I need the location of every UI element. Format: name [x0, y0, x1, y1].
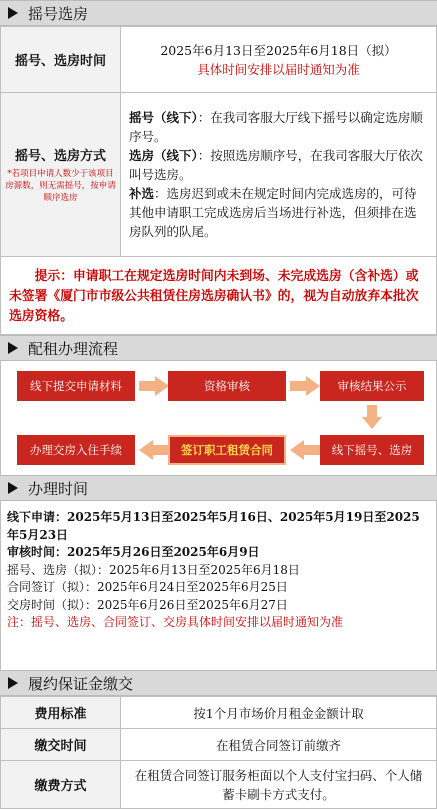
lottery-table [0, 26, 437, 257]
section-title: 履约保证金缴交 [28, 674, 134, 693]
method-text: ：选房迟到或未在规定时间内完成选房的，可待其他申请职工完成选房后当场进行补选，但须排在选房队列的队尾。 [129, 186, 417, 239]
deposit-value: 在租赁合同签订服务柜面以个人支付宝扫码、个人储蓄卡刷卡方式支付。 [121, 761, 437, 809]
arrow-left-icon [139, 440, 169, 460]
deposit-label: 缴费方式 [1, 761, 121, 809]
method-small-note: *若项目申请人数少于该项目房源数，则无需摇号，按申请顺序选房 [5, 169, 116, 203]
method-term: 补选 [129, 186, 155, 201]
flow-step: 线下摇号、选房 [320, 435, 424, 465]
arrow-left-icon [290, 440, 320, 460]
time-label: 摇号、选房时间 [1, 27, 121, 93]
section-header-deposit [0, 670, 437, 696]
deposit-label: 费用标准 [1, 697, 121, 729]
method-label: 摇号、选房方式 [14, 149, 106, 164]
section-header-lottery [0, 0, 437, 26]
time-line-note: 注：摇号、选房、合同签订、交房具体时间安排以届时通知为准 [7, 615, 344, 629]
method-item [129, 108, 428, 146]
process-flow [0, 361, 437, 475]
section-header-time [0, 475, 437, 501]
flow-step-highlight: 签订职工租赁合同 [168, 435, 286, 465]
triangle-icon [8, 342, 18, 354]
flow-step: 审核结果公示 [320, 371, 424, 401]
method-item [129, 146, 428, 184]
method-term: 摇号（线下） [129, 110, 198, 125]
deposit-table [0, 696, 437, 809]
time-line: 摇号、选房（拟）：2025年6月13日至2025年6月18日 [7, 562, 300, 577]
triangle-icon [8, 482, 18, 494]
triangle-icon [8, 677, 18, 689]
time-list [0, 501, 437, 670]
time-line: 审核时间：2025年5月26日至2025年6月9日 [7, 545, 260, 559]
method-label-cell [1, 93, 121, 257]
time-line: 交房时间（拟）：2025年6月26日至2025年6月27日 [7, 597, 288, 612]
flow-step: 办理交房入住手续 [17, 435, 135, 465]
deposit-value: 按1个月市场价月租金金额计取 [121, 697, 437, 729]
section-title: 摇号选房 [28, 4, 89, 23]
method-cell [121, 93, 437, 257]
section-header-process [0, 335, 437, 361]
time-note: 具体时间安排以届时通知为准 [197, 61, 360, 77]
method-text: ：在我司客服大厅线下摇号以确定选房顺序号。 [129, 110, 423, 144]
flow-step: 线下提交申请材料 [17, 371, 135, 401]
method-text: ：按照选房顺序号，在我司客服大厅依次叫号选房。 [129, 148, 423, 182]
flow-step: 资格审核 [168, 371, 286, 401]
arrow-down-icon [362, 405, 382, 429]
section-title: 办理时间 [28, 479, 89, 498]
arrow-right-icon [139, 376, 169, 396]
deposit-value: 在租赁合同签订前缴齐 [121, 729, 437, 761]
triangle-icon [8, 7, 18, 19]
arrow-right-icon [290, 376, 320, 396]
time-value: 2025年6月13日至2025年6月18日（拟） [160, 42, 397, 58]
deposit-label: 缴交时间 [1, 729, 121, 761]
warning-text: 提示：申请职工在规定选房时间内未到场、未完成选房（含补选）或未签署《厦门市市级公共租赁住房选房确认书》的，视为自动放弃本批次选房资格。 [0, 257, 437, 335]
section-title: 配租办理流程 [28, 339, 119, 358]
time-cell [121, 27, 437, 93]
time-line: 线下申请：2025年5月13日至2025年5月16日、2025年5月19日至2025年5月23日 [7, 510, 420, 542]
method-item [129, 184, 428, 241]
method-term: 选房（线下） [129, 148, 198, 163]
time-line: 合同签订（拟）：2025年6月24日至2025年6月25日 [7, 580, 288, 594]
